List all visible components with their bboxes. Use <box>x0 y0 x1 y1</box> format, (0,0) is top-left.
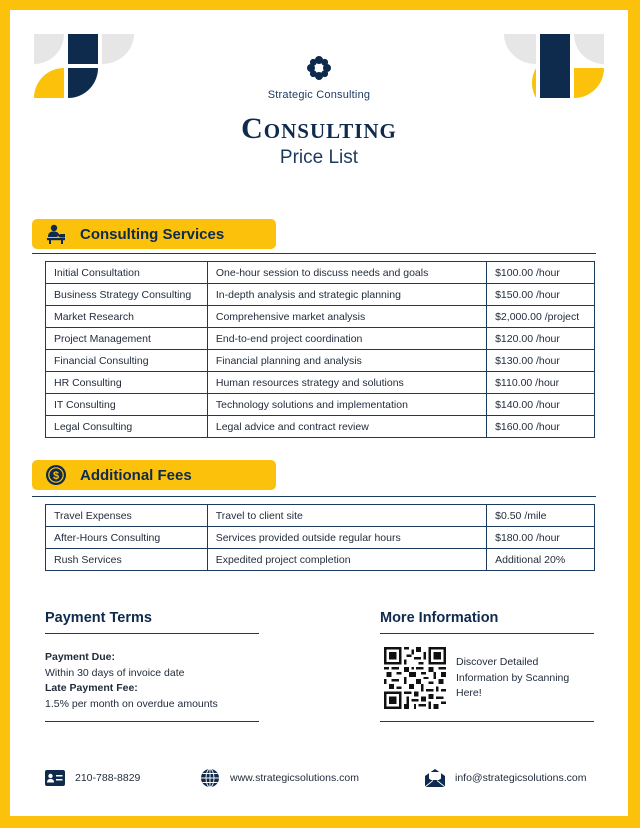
table-row <box>46 549 595 571</box>
email-link[interactable]: info@strategicsolutions.com <box>455 772 587 784</box>
service-name: IT Consulting <box>46 394 208 416</box>
brand-logo <box>10 56 628 101</box>
service-name: HR Consulting <box>46 372 208 394</box>
service-description: End-to-end project coordination <box>207 328 486 350</box>
more-info-line: Here! <box>456 687 482 699</box>
fees-table <box>45 504 595 571</box>
envelope-icon <box>424 768 446 788</box>
payment-terms-heading: Payment Terms <box>45 610 152 626</box>
service-price: $100.00 /hour <box>487 262 595 284</box>
service-price: $150.00 /hour <box>487 284 595 306</box>
fee-description: Expedited project completion <box>207 549 486 571</box>
service-description: In-depth analysis and strategic planning <box>207 284 486 306</box>
service-description: Technology solutions and implementation <box>207 394 486 416</box>
consultant-desk-icon <box>42 220 70 248</box>
service-description: Legal advice and contract review <box>207 416 486 438</box>
contact-phone <box>44 768 140 788</box>
contact-email <box>424 768 586 788</box>
service-name: Legal Consulting <box>46 416 208 438</box>
table-row <box>46 306 595 328</box>
payment-due-value: Within 30 days of invoice date <box>45 666 185 679</box>
services-section-header <box>32 219 276 249</box>
service-price: $140.00 /hour <box>487 394 595 416</box>
more-info-line: Information by Scanning <box>456 671 570 684</box>
page-subtitle: Price List <box>279 147 359 168</box>
late-fee-label: Late Payment Fee: <box>45 682 138 694</box>
more-info-line: Discover Detailed <box>456 656 539 668</box>
flower-logo-icon <box>307 56 331 80</box>
payment-terms-top-rule <box>45 633 259 634</box>
website-link[interactable]: www.strategicsolutions.com <box>230 772 359 784</box>
table-row <box>46 527 595 549</box>
svg-text:$: $ <box>52 470 60 482</box>
service-name: Initial Consultation <box>46 262 208 284</box>
service-name: Financial Consulting <box>46 350 208 372</box>
service-description: One-hour session to discuss needs and goals <box>207 262 486 284</box>
service-price: $130.00 /hour <box>487 350 595 372</box>
service-name: Project Management <box>46 328 208 350</box>
services-heading: Consulting Services <box>80 225 225 243</box>
service-description: Human resources strategy and solutions <box>207 372 486 394</box>
payment-terms-block <box>45 650 218 712</box>
fee-name: Rush Services <box>46 549 208 571</box>
service-name: Market Research <box>46 306 208 328</box>
phone-number[interactable]: 210-788-8829 <box>75 772 141 784</box>
payment-due-label: Payment Due: <box>45 651 116 663</box>
fee-description: Travel to client site <box>207 505 486 527</box>
fees-divider <box>32 496 596 497</box>
price-list-page <box>10 10 628 816</box>
service-description: Comprehensive market analysis <box>207 306 486 328</box>
service-description: Financial planning and analysis <box>207 350 486 372</box>
service-price: $2,000.00 /project <box>487 306 595 328</box>
table-row <box>46 505 595 527</box>
fee-price: $180.00 /hour <box>487 527 595 549</box>
table-row <box>46 394 595 416</box>
contact-website <box>199 768 359 788</box>
table-row <box>46 262 595 284</box>
late-fee-value: 1.5% per month on overdue amounts <box>45 697 218 710</box>
fee-description: Services provided outside regular hours <box>207 527 486 549</box>
page-title: Consulting <box>241 112 397 145</box>
table-row <box>46 350 595 372</box>
service-price: $120.00 /hour <box>487 328 595 350</box>
fee-price: Additional 20% <box>487 549 595 571</box>
fees-section-header <box>32 460 276 490</box>
table-row <box>46 416 595 438</box>
service-name: Business Strategy Consulting <box>46 284 208 306</box>
contact-card-icon <box>44 768 66 788</box>
services-divider <box>32 253 596 254</box>
service-price: $110.00 /hour <box>487 372 595 394</box>
money-coin-icon <box>42 461 70 489</box>
payment-terms-bottom-rule <box>45 721 259 722</box>
service-price: $160.00 /hour <box>487 416 595 438</box>
fee-name: Travel Expenses <box>46 505 208 527</box>
table-row <box>46 372 595 394</box>
more-info-heading: More Information <box>380 610 499 626</box>
table-row <box>46 328 595 350</box>
services-table <box>45 261 595 438</box>
table-row <box>46 284 595 306</box>
fee-name: After-Hours Consulting <box>46 527 208 549</box>
fee-price: $0.50 /mile <box>487 505 595 527</box>
more-info-text <box>456 655 569 702</box>
more-info-top-rule <box>380 633 594 634</box>
qr-code-icon[interactable] <box>384 647 446 709</box>
fees-heading: Additional Fees <box>80 466 192 484</box>
globe-icon <box>199 768 221 788</box>
brand-name: Strategic Consulting <box>267 89 371 101</box>
more-info-bottom-rule <box>380 721 594 722</box>
